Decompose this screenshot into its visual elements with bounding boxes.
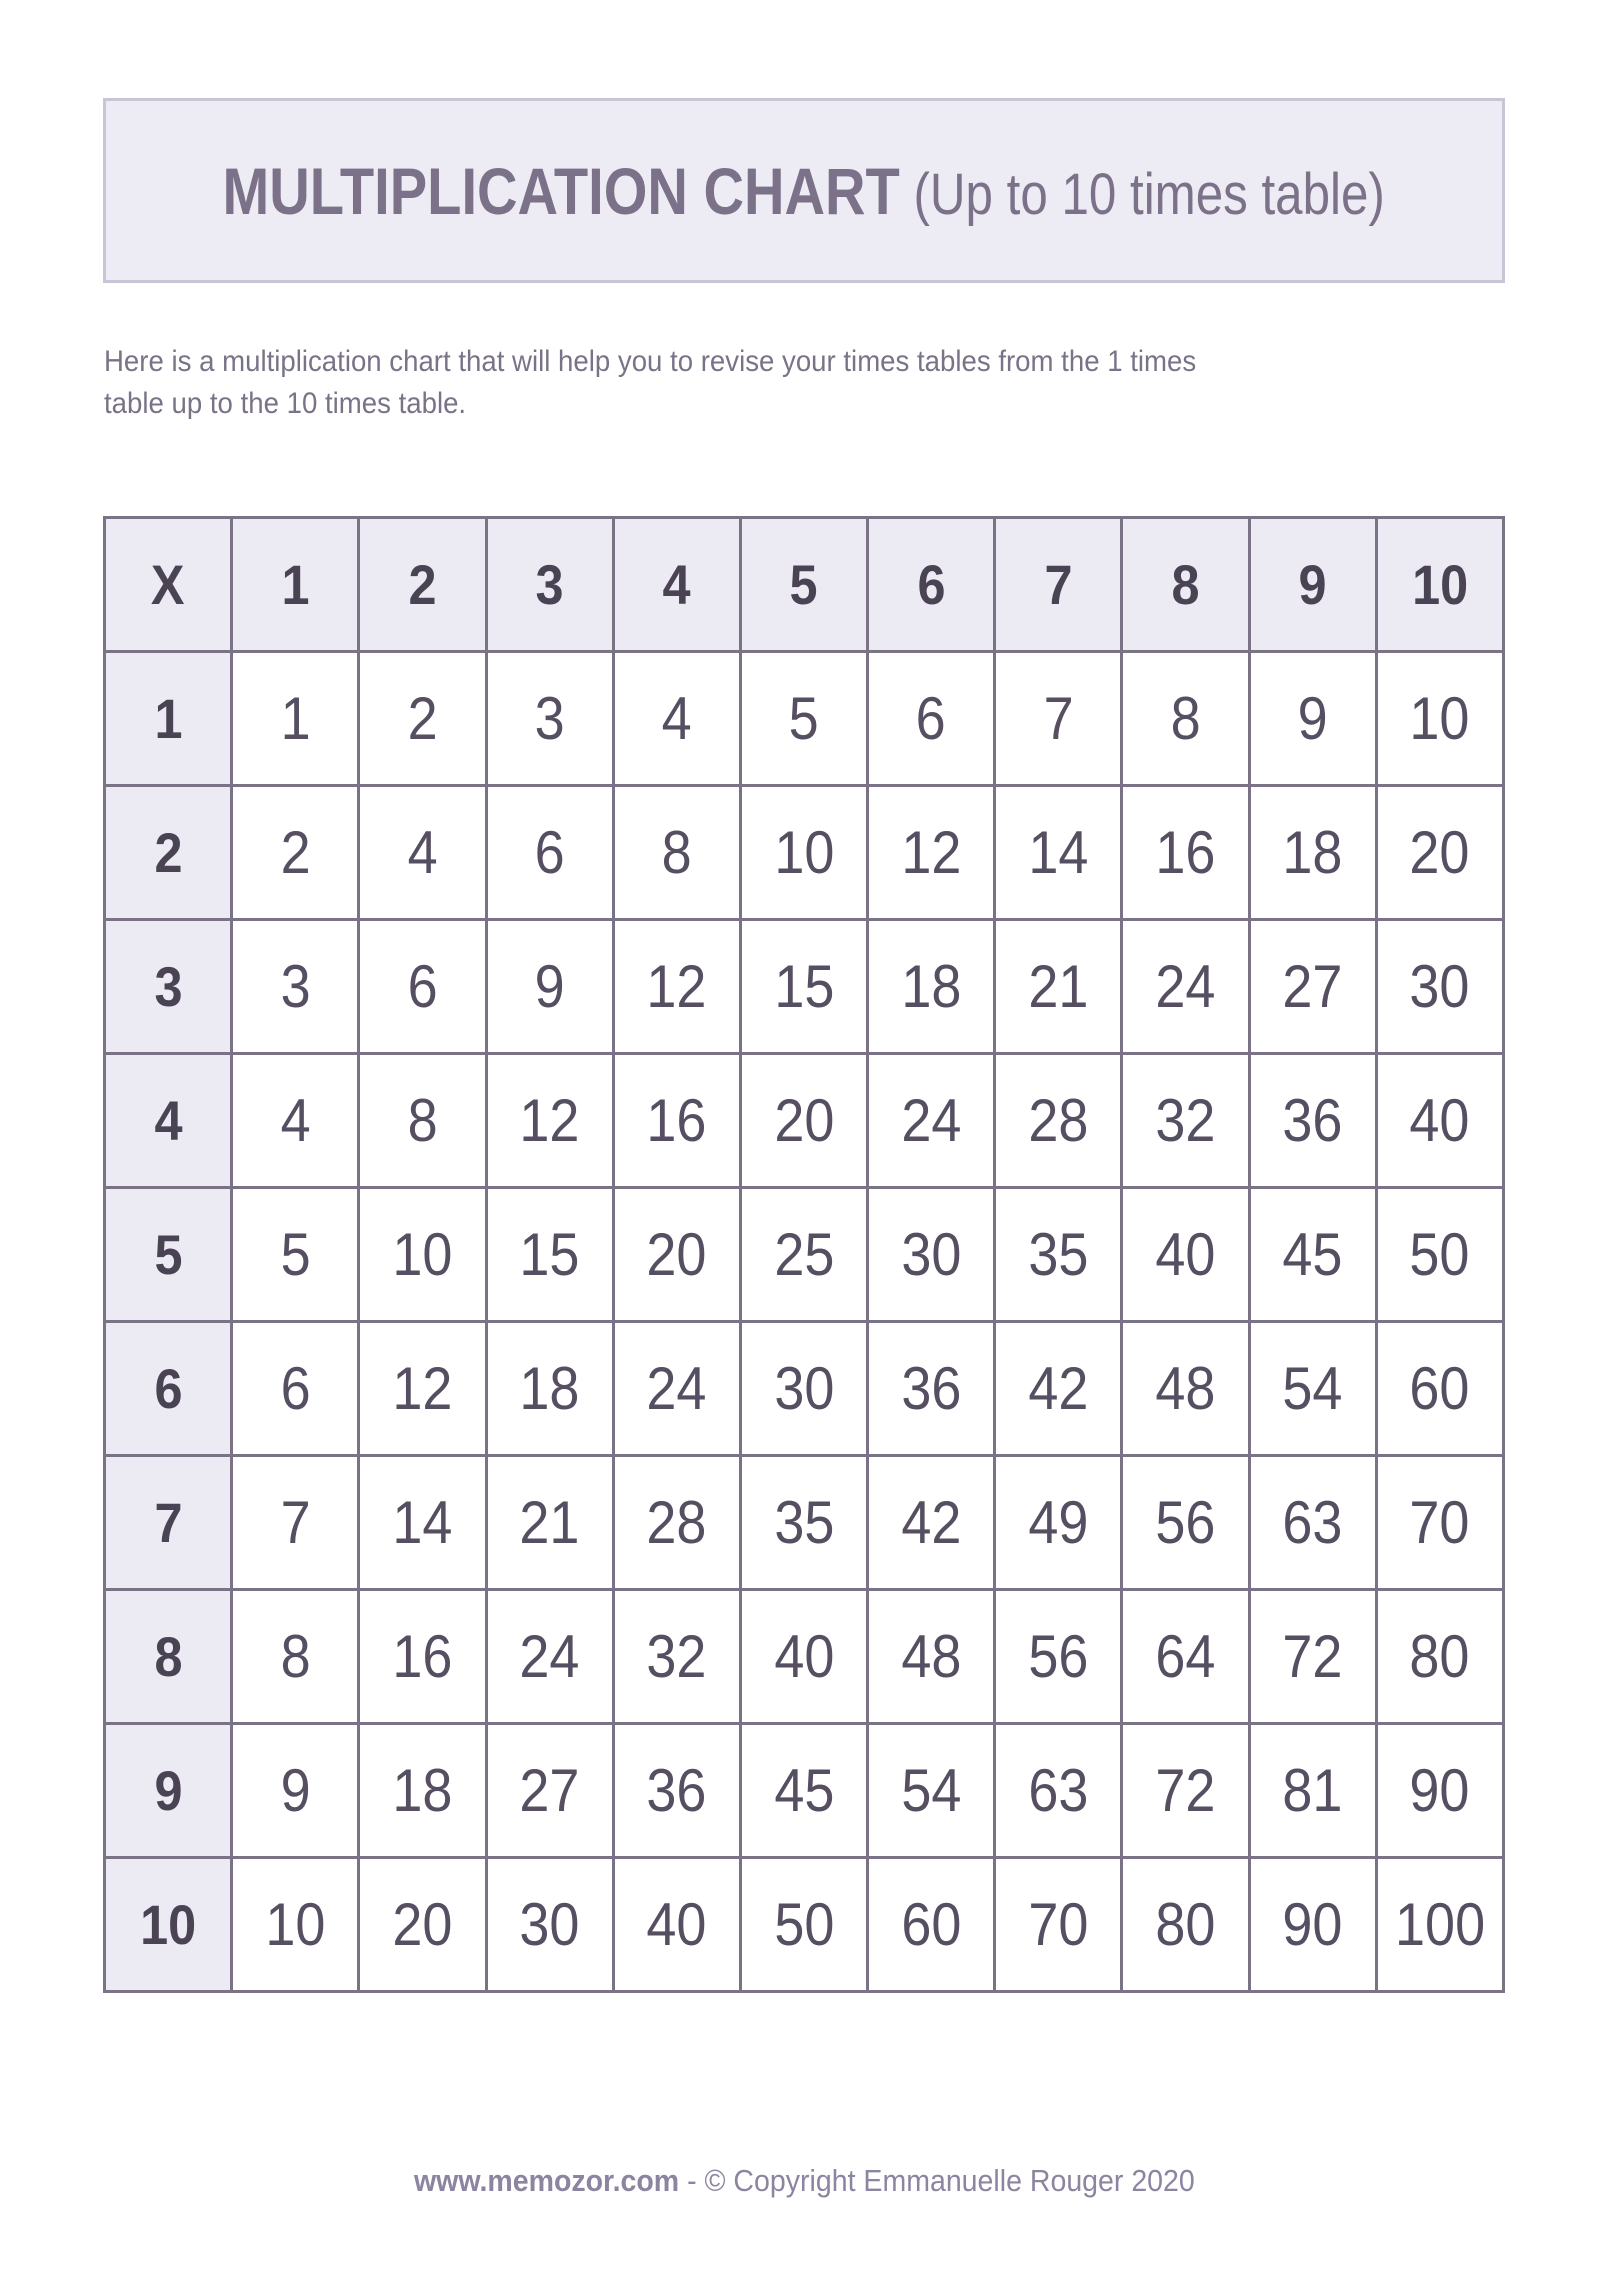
- table-cell: [486, 1590, 613, 1724]
- table-cell-label: 4: [407, 819, 438, 886]
- table-cell-label: 36: [901, 1355, 962, 1422]
- table-cell-label: 24: [901, 1087, 962, 1154]
- table-cell-label: 80: [1155, 1891, 1216, 1958]
- table-cell-label: 20: [392, 1891, 453, 1958]
- table-cell: [1122, 786, 1249, 920]
- table-cell: [613, 920, 740, 1054]
- table-cell-label: 18: [901, 953, 962, 1020]
- table-cell: [1122, 652, 1249, 786]
- table-cell-label: 9: [280, 1757, 311, 1824]
- table-cell: [1249, 786, 1376, 920]
- table-cell-label: 40: [1155, 1221, 1216, 1288]
- table-cell-label: 81: [1282, 1757, 1343, 1824]
- table-cell-label: 45: [773, 1757, 834, 1824]
- table-cell-label: 24: [519, 1623, 580, 1690]
- table-cell: [232, 652, 359, 786]
- table-cell-label: 30: [901, 1221, 962, 1288]
- table-row: [105, 1054, 1504, 1188]
- table-cell-label: 10: [265, 1891, 326, 1958]
- table-cell-label: 27: [1282, 953, 1343, 1020]
- table-cell: [1122, 1858, 1249, 1992]
- table-cell: [613, 1322, 740, 1456]
- table-cell: [232, 1590, 359, 1724]
- column-header-label: 4: [662, 553, 691, 616]
- table-cell-label: 6: [916, 685, 947, 752]
- table-cell-label: 70: [1409, 1489, 1470, 1556]
- table-cell-label: 12: [901, 819, 962, 886]
- table-cell: [232, 920, 359, 1054]
- table-cell-label: 12: [646, 953, 707, 1020]
- row-header-label: 5: [154, 1223, 183, 1286]
- table-cell: [1376, 1188, 1503, 1322]
- table-cell-label: 28: [1028, 1087, 1089, 1154]
- table-cell: [740, 652, 867, 786]
- table-cell-label: 3: [534, 685, 565, 752]
- table-cell: [232, 1456, 359, 1590]
- table-cell-label: 6: [280, 1355, 311, 1422]
- table-cell-label: 35: [1028, 1221, 1089, 1288]
- footer-site-link: www.memozor.com: [413, 2163, 679, 2198]
- table-cell-label: 16: [646, 1087, 707, 1154]
- table-cell-label: 2: [280, 819, 311, 886]
- table-cell: [740, 1054, 867, 1188]
- table-cell-label: 56: [1028, 1623, 1089, 1690]
- table-cell: [359, 1054, 486, 1188]
- table-cell: [613, 1590, 740, 1724]
- table-cell-label: 60: [1409, 1355, 1470, 1422]
- table-cell-label: 21: [519, 1489, 580, 1556]
- table-cell-label: 10: [773, 819, 834, 886]
- table-cell: [486, 652, 613, 786]
- row-header: [105, 920, 232, 1054]
- table-cell-label: 70: [1028, 1891, 1089, 1958]
- table-row: [105, 786, 1504, 920]
- table-cell: [1122, 1590, 1249, 1724]
- table-cell: [359, 1590, 486, 1724]
- column-header: [359, 518, 486, 652]
- table-cell: [1376, 1724, 1503, 1858]
- column-header-label: 8: [1171, 553, 1200, 616]
- table-cell-label: 8: [280, 1623, 311, 1690]
- row-header-label: 7: [154, 1491, 183, 1554]
- table-cell-label: 63: [1282, 1489, 1343, 1556]
- table-cell-label: 36: [1282, 1087, 1343, 1154]
- column-header-label: 5: [789, 553, 818, 616]
- table-cell: [359, 920, 486, 1054]
- table-cell: [740, 1456, 867, 1590]
- table-cell: [613, 1054, 740, 1188]
- table-cell: [613, 786, 740, 920]
- table-cell-label: 50: [773, 1891, 834, 1958]
- table-cell-label: 7: [1043, 685, 1074, 752]
- table-cell: [359, 1858, 486, 1992]
- multiplication-table: [103, 516, 1505, 1993]
- table-cell-label: 20: [1409, 819, 1470, 886]
- row-header-label: 4: [154, 1089, 183, 1152]
- table-cell: [232, 1054, 359, 1188]
- table-cell-label: 5: [788, 685, 819, 752]
- table-cell: [232, 1188, 359, 1322]
- table-cell-label: 72: [1155, 1757, 1216, 1824]
- table-cell: [486, 786, 613, 920]
- intro-paragraph: [104, 341, 1291, 425]
- table-cell: [1122, 1322, 1249, 1456]
- table-cell: [1376, 1456, 1503, 1590]
- table-cell: [1376, 652, 1503, 786]
- table-cell-label: 18: [1282, 819, 1343, 886]
- table-cell-label: 32: [1155, 1087, 1216, 1154]
- table-cell-label: 7: [280, 1489, 311, 1556]
- table-cell: [1249, 1858, 1376, 1992]
- table-cell-label: 64: [1155, 1623, 1216, 1690]
- row-header: [105, 1188, 232, 1322]
- table-cell-label: 24: [1155, 953, 1216, 1020]
- row-header-label: 1: [154, 687, 183, 750]
- table-cell-label: 18: [519, 1355, 580, 1422]
- corner-header-cell: [105, 518, 232, 652]
- column-header-label: 2: [408, 553, 437, 616]
- table-cell-label: 16: [1155, 819, 1216, 886]
- table-cell: [1122, 1724, 1249, 1858]
- table-cell-label: 30: [1409, 953, 1470, 1020]
- table-cell: [740, 786, 867, 920]
- column-header: [740, 518, 867, 652]
- table-cell-label: 15: [773, 953, 834, 1020]
- table-cell-label: 40: [646, 1891, 707, 1958]
- table-cell: [1376, 920, 1503, 1054]
- table-cell: [995, 1456, 1122, 1590]
- table-cell: [486, 1322, 613, 1456]
- table-cell: [868, 920, 995, 1054]
- page-title-main: MULTIPLICATION CHART: [222, 153, 901, 228]
- table-cell: [1249, 1724, 1376, 1858]
- table-cell: [868, 1322, 995, 1456]
- column-header: [232, 518, 359, 652]
- table-cell: [868, 1456, 995, 1590]
- table-cell-label: 48: [901, 1623, 962, 1690]
- table-cell-label: 5: [280, 1221, 311, 1288]
- table-cell-label: 1: [280, 685, 311, 752]
- table-cell-label: 40: [773, 1623, 834, 1690]
- row-header: [105, 1858, 232, 1992]
- table-cell-label: 4: [280, 1087, 311, 1154]
- table-row: [105, 1456, 1504, 1590]
- table-cell: [359, 1322, 486, 1456]
- table-cell-label: 28: [646, 1489, 707, 1556]
- table-cell: [359, 1724, 486, 1858]
- table-row: [105, 1724, 1504, 1858]
- table-cell: [359, 1456, 486, 1590]
- table-cell-label: 48: [1155, 1355, 1216, 1422]
- table-cell-label: 6: [407, 953, 438, 1020]
- table-cell: [868, 1188, 995, 1322]
- table-cell: [1376, 1322, 1503, 1456]
- table-cell: [359, 786, 486, 920]
- table-cell-label: 21: [1028, 953, 1089, 1020]
- table-cell: [1376, 1858, 1503, 1992]
- intro-line-2: table up to the 10 times table.: [104, 387, 467, 420]
- table-cell: [232, 1322, 359, 1456]
- table-cell: [1249, 1456, 1376, 1590]
- table-cell: [740, 1724, 867, 1858]
- table-cell: [232, 1724, 359, 1858]
- row-header: [105, 1456, 232, 1590]
- table-cell: [740, 920, 867, 1054]
- table-header-row: [105, 518, 1504, 652]
- row-header: [105, 1322, 232, 1456]
- table-cell-label: 2: [407, 685, 438, 752]
- table-cell-label: 54: [901, 1757, 962, 1824]
- table-cell-label: 56: [1155, 1489, 1216, 1556]
- table-cell-label: 24: [646, 1355, 707, 1422]
- row-header: [105, 1724, 232, 1858]
- table-cell-label: 32: [646, 1623, 707, 1690]
- table-row: [105, 652, 1504, 786]
- column-header: [486, 518, 613, 652]
- table-cell: [486, 920, 613, 1054]
- table-cell-label: 12: [392, 1355, 453, 1422]
- table-cell-label: 3: [280, 953, 311, 1020]
- table-cell: [740, 1322, 867, 1456]
- row-header-label: 2: [154, 821, 183, 884]
- page-title: [223, 153, 1385, 229]
- corner-header-cell-label: X: [151, 553, 185, 616]
- table-cell: [1376, 786, 1503, 920]
- table-cell: [613, 1188, 740, 1322]
- table-cell-label: 90: [1409, 1757, 1470, 1824]
- table-cell-label: 15: [519, 1221, 580, 1288]
- table-cell: [1122, 920, 1249, 1054]
- column-header: [1249, 518, 1376, 652]
- table-cell: [1249, 1188, 1376, 1322]
- table-cell-label: 18: [392, 1757, 453, 1824]
- table-cell-label: 100: [1394, 1891, 1485, 1958]
- table-cell: [486, 1054, 613, 1188]
- table-cell-label: 30: [773, 1355, 834, 1422]
- row-header-label: 6: [154, 1357, 183, 1420]
- table-cell: [1376, 1590, 1503, 1724]
- table-cell-label: 80: [1409, 1623, 1470, 1690]
- column-header-label: 7: [1044, 553, 1073, 616]
- column-header: [1376, 518, 1503, 652]
- table-cell: [995, 1188, 1122, 1322]
- table-cell-label: 10: [1409, 685, 1470, 752]
- table-cell: [1249, 1054, 1376, 1188]
- table-cell-label: 50: [1409, 1221, 1470, 1288]
- column-header: [613, 518, 740, 652]
- table-cell: [868, 1590, 995, 1724]
- table-cell-label: 8: [1170, 685, 1201, 752]
- column-header-label: 6: [917, 553, 946, 616]
- table-cell: [1249, 1590, 1376, 1724]
- table-cell-label: 40: [1409, 1087, 1470, 1154]
- table-cell: [995, 920, 1122, 1054]
- table-cell-label: 14: [392, 1489, 453, 1556]
- table-cell: [995, 1054, 1122, 1188]
- table-cell-label: 30: [519, 1891, 580, 1958]
- table-cell-label: 14: [1028, 819, 1089, 886]
- table-cell: [486, 1858, 613, 1992]
- table-cell: [613, 1858, 740, 1992]
- table-cell: [868, 786, 995, 920]
- table-cell: [868, 1858, 995, 1992]
- column-header-label: 1: [281, 553, 310, 616]
- table-cell-label: 63: [1028, 1757, 1089, 1824]
- table-cell-label: 25: [773, 1221, 834, 1288]
- table-cell: [613, 1724, 740, 1858]
- table-cell-label: 60: [901, 1891, 962, 1958]
- table-cell-label: 27: [519, 1757, 580, 1824]
- row-header: [105, 652, 232, 786]
- table-cell: [995, 786, 1122, 920]
- table-cell-label: 9: [1297, 685, 1328, 752]
- table-cell-label: 45: [1282, 1221, 1343, 1288]
- table-cell: [1249, 1322, 1376, 1456]
- table-cell: [486, 1188, 613, 1322]
- table-cell-label: 10: [392, 1221, 453, 1288]
- table-cell: [740, 1590, 867, 1724]
- table-cell-label: 90: [1282, 1891, 1343, 1958]
- footer-text: [414, 2163, 1195, 2199]
- table-cell-label: 12: [519, 1087, 580, 1154]
- row-header: [105, 1054, 232, 1188]
- table-cell-label: 36: [646, 1757, 707, 1824]
- table-row: [105, 920, 1504, 1054]
- row-header-label: 10: [140, 1893, 197, 1956]
- table-cell-label: 54: [1282, 1355, 1343, 1422]
- table-cell: [995, 1322, 1122, 1456]
- table-cell: [1122, 1188, 1249, 1322]
- table-cell-label: 9: [534, 953, 565, 1020]
- column-header: [995, 518, 1122, 652]
- column-header-label: 3: [535, 553, 564, 616]
- table-cell-label: 20: [773, 1087, 834, 1154]
- footer-copyright: © Copyright Emmanuelle Rouger 2020: [704, 2163, 1195, 2198]
- table-cell: [1122, 1054, 1249, 1188]
- table-cell: [995, 1858, 1122, 1992]
- table-cell: [613, 652, 740, 786]
- row-header-label: 9: [154, 1759, 183, 1822]
- table-row: [105, 1858, 1504, 1992]
- table-row: [105, 1590, 1504, 1724]
- table-cell: [740, 1188, 867, 1322]
- table-cell: [1376, 1054, 1503, 1188]
- table-cell: [1122, 1456, 1249, 1590]
- row-header: [105, 786, 232, 920]
- footer-separator: -: [678, 2163, 705, 2198]
- table-cell: [232, 1858, 359, 1992]
- table-cell-label: 49: [1028, 1489, 1089, 1556]
- table-cell: [868, 1724, 995, 1858]
- column-header-label: 9: [1298, 553, 1327, 616]
- table-cell-label: 8: [407, 1087, 438, 1154]
- table-cell: [486, 1456, 613, 1590]
- title-banner: [103, 98, 1505, 283]
- table-cell-label: 4: [661, 685, 692, 752]
- table-cell: [995, 1590, 1122, 1724]
- table-cell: [1249, 920, 1376, 1054]
- intro-line-1: Here is a multiplication chart that will help you to revise your times tables from the 1 times: [104, 345, 1197, 378]
- column-header-label: 10: [1411, 553, 1468, 616]
- column-header: [868, 518, 995, 652]
- table-cell: [868, 1054, 995, 1188]
- table-cell-label: 6: [534, 819, 565, 886]
- table-cell: [740, 1858, 867, 1992]
- table-cell-label: 35: [773, 1489, 834, 1556]
- table-row: [105, 1188, 1504, 1322]
- table-cell-label: 42: [1028, 1355, 1089, 1422]
- table-cell: [359, 1188, 486, 1322]
- table-cell: [868, 652, 995, 786]
- table-cell: [359, 652, 486, 786]
- table-cell-label: 42: [901, 1489, 962, 1556]
- table-cell: [1249, 652, 1376, 786]
- table-cell: [486, 1724, 613, 1858]
- table-cell: [232, 786, 359, 920]
- row-header: [105, 1590, 232, 1724]
- table-cell: [995, 1724, 1122, 1858]
- table-cell: [613, 1456, 740, 1590]
- table-cell-label: 72: [1282, 1623, 1343, 1690]
- table-cell-label: 20: [646, 1221, 707, 1288]
- page-title-suffix: (Up to 10 times table): [900, 161, 1386, 227]
- row-header-label: 8: [154, 1625, 183, 1688]
- footer-credit: [0, 2163, 1608, 2199]
- row-header-label: 3: [154, 955, 183, 1018]
- table-row: [105, 1322, 1504, 1456]
- table-cell: [995, 652, 1122, 786]
- table-cell-label: 8: [661, 819, 692, 886]
- column-header: [1122, 518, 1249, 652]
- table-cell-label: 16: [392, 1623, 453, 1690]
